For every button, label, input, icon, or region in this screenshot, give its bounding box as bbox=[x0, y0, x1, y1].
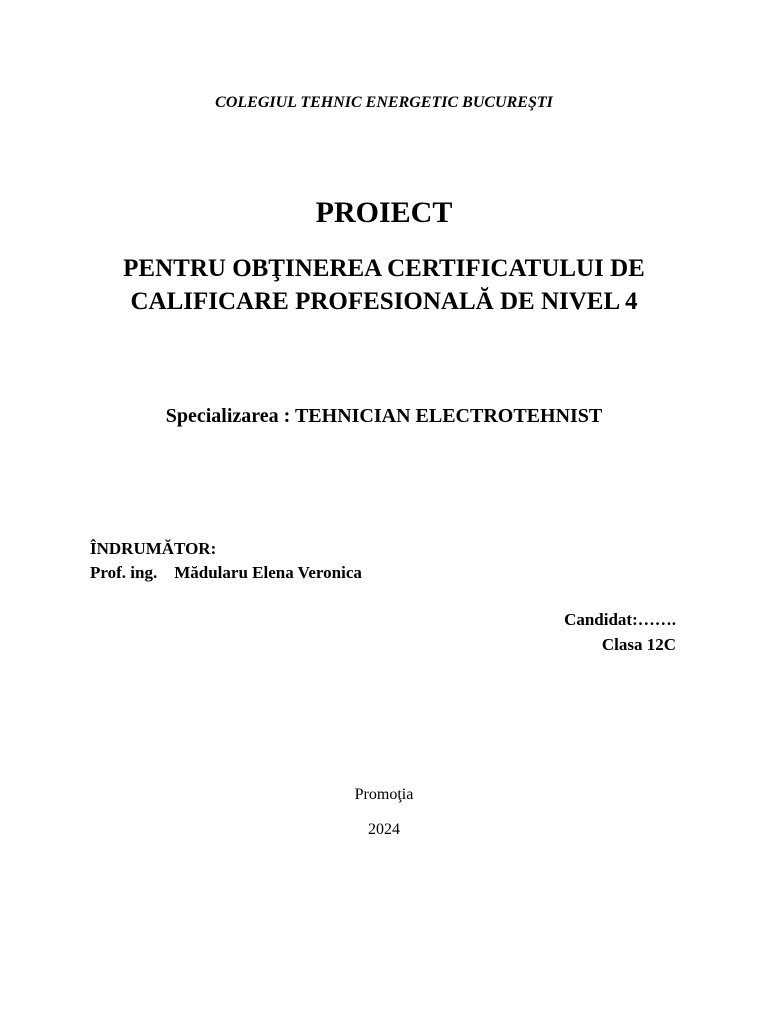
guide-title: Prof. ing. bbox=[90, 563, 158, 582]
subtitle-line-1: PENTRU OBŢINEREA CERTIFICATULUI DE bbox=[123, 255, 645, 282]
subtitle-line-2: CALIFICARE PROFESIONALĂ DE NIVEL 4 bbox=[130, 288, 638, 315]
institution-name: COLEGIUL TEHNIC ENERGETIC BUCUREŞTI bbox=[215, 94, 553, 111]
guide-name: Mădularu Elena Veronica bbox=[174, 563, 362, 582]
specialization: Specializarea : TEHNICIAN ELECTROTEHNIST bbox=[165, 405, 603, 427]
guide-heading: ÎNDRUMĂTOR: bbox=[90, 539, 217, 558]
guide-details bbox=[90, 564, 362, 581]
graduation-label: Promoţia bbox=[354, 786, 414, 803]
document-title: PROIECT bbox=[315, 196, 453, 229]
candidate-class: Clasa 12C bbox=[601, 635, 676, 654]
graduation-year: 2024 bbox=[368, 821, 400, 838]
candidate-label: Candidat:……. bbox=[564, 610, 676, 629]
